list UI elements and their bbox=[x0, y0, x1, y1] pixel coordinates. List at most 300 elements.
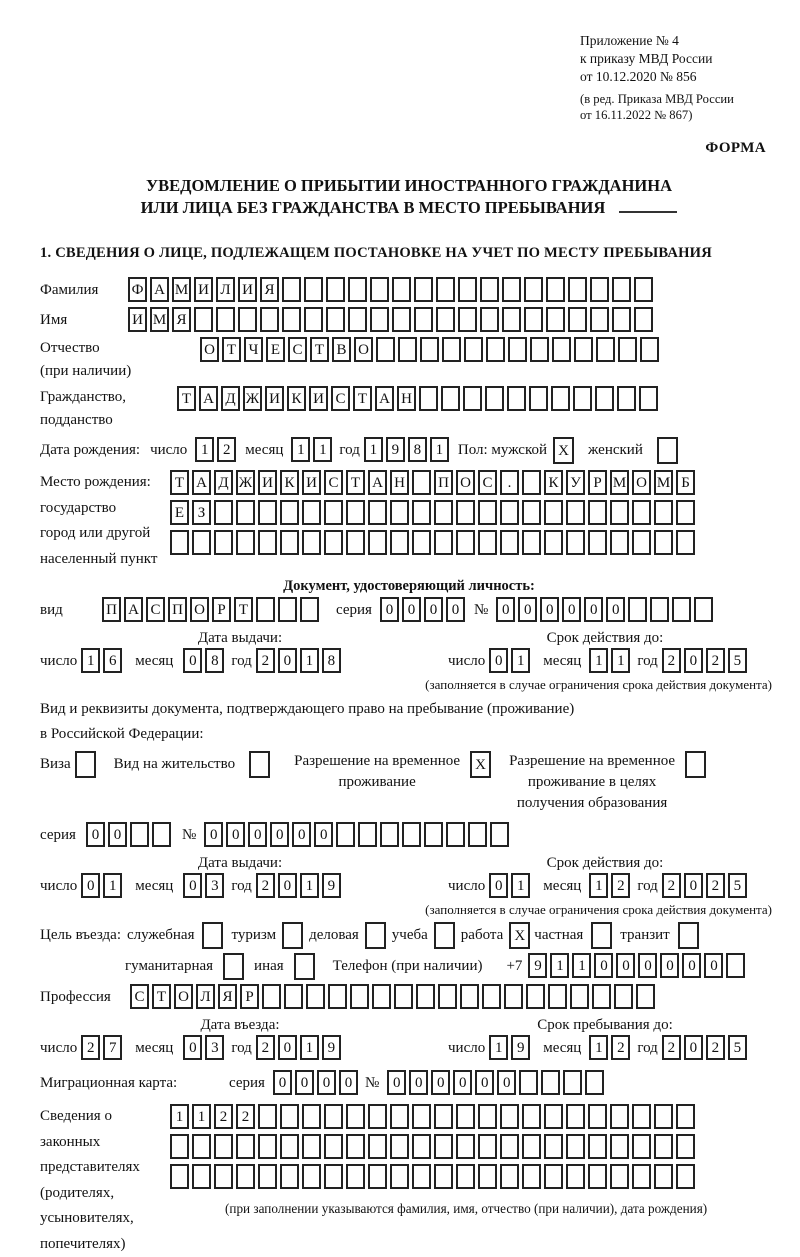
form-cell[interactable]: 2 bbox=[706, 648, 725, 673]
form-cell[interactable] bbox=[504, 984, 523, 1009]
form-cell[interactable]: 1 bbox=[611, 648, 630, 673]
form-cell[interactable] bbox=[456, 500, 475, 525]
form-cell[interactable]: В bbox=[332, 337, 351, 362]
purpose-official-checkbox[interactable] bbox=[202, 922, 223, 949]
form-cell[interactable] bbox=[280, 1164, 299, 1189]
form-cell[interactable] bbox=[650, 597, 669, 622]
form-cell[interactable]: 1 bbox=[300, 873, 319, 898]
form-cell[interactable]: Ж bbox=[236, 470, 255, 495]
form-cell[interactable]: А bbox=[368, 470, 387, 495]
form-cell[interactable]: 1 bbox=[589, 873, 608, 898]
form-cell[interactable] bbox=[306, 984, 325, 1009]
form-cell[interactable] bbox=[304, 307, 323, 332]
form-cell[interactable] bbox=[280, 500, 299, 525]
form-cell[interactable] bbox=[566, 1134, 585, 1159]
form-cell[interactable] bbox=[566, 500, 585, 525]
form-cell[interactable] bbox=[358, 822, 377, 847]
form-cell[interactable]: 0 bbox=[518, 597, 537, 622]
form-cell[interactable]: М bbox=[172, 277, 191, 302]
form-cell[interactable] bbox=[300, 597, 319, 622]
form-cell[interactable]: 0 bbox=[270, 822, 289, 847]
form-cell[interactable]: Н bbox=[397, 386, 416, 411]
purpose-tourism-checkbox[interactable] bbox=[282, 922, 303, 949]
form-cell[interactable]: И bbox=[309, 386, 328, 411]
form-cell[interactable] bbox=[302, 1134, 321, 1159]
form-cell[interactable]: 0 bbox=[204, 822, 223, 847]
form-cell[interactable] bbox=[324, 1104, 343, 1129]
form-cell[interactable] bbox=[610, 1134, 629, 1159]
form-cell[interactable] bbox=[258, 500, 277, 525]
form-cell[interactable] bbox=[170, 1164, 189, 1189]
form-cell[interactable] bbox=[258, 1104, 277, 1129]
form-cell[interactable] bbox=[348, 277, 367, 302]
form-cell[interactable] bbox=[390, 530, 409, 555]
form-cell[interactable]: 0 bbox=[183, 873, 202, 898]
form-cell[interactable] bbox=[368, 500, 387, 525]
form-cell[interactable]: 1 bbox=[170, 1104, 189, 1129]
form-cell[interactable] bbox=[486, 337, 505, 362]
form-cell[interactable]: 0 bbox=[616, 953, 635, 978]
form-cell[interactable] bbox=[541, 1070, 560, 1095]
form-cell[interactable] bbox=[640, 337, 659, 362]
form-cell[interactable]: К bbox=[280, 470, 299, 495]
form-cell[interactable] bbox=[346, 1104, 365, 1129]
form-cell[interactable] bbox=[468, 822, 487, 847]
form-cell[interactable]: 6 bbox=[103, 648, 122, 673]
form-cell[interactable] bbox=[592, 984, 611, 1009]
form-cell[interactable] bbox=[402, 822, 421, 847]
form-cell[interactable] bbox=[590, 277, 609, 302]
form-cell[interactable] bbox=[456, 530, 475, 555]
form-cell[interactable] bbox=[238, 307, 257, 332]
form-cell[interactable] bbox=[524, 307, 543, 332]
form-cell[interactable]: 0 bbox=[660, 953, 679, 978]
form-cell[interactable] bbox=[632, 1134, 651, 1159]
form-cell[interactable]: 1 bbox=[103, 873, 122, 898]
form-cell[interactable] bbox=[522, 500, 541, 525]
form-cell[interactable]: 0 bbox=[183, 1035, 202, 1060]
form-cell[interactable]: 0 bbox=[248, 822, 267, 847]
form-cell[interactable]: 2 bbox=[217, 437, 236, 462]
form-cell[interactable] bbox=[280, 1104, 299, 1129]
form-cell[interactable] bbox=[478, 1104, 497, 1129]
form-cell[interactable]: М bbox=[150, 307, 169, 332]
temp-residence-edu-checkbox[interactable] bbox=[685, 751, 706, 778]
form-cell[interactable]: 1 bbox=[430, 437, 449, 462]
form-cell[interactable] bbox=[170, 530, 189, 555]
form-cell[interactable]: 9 bbox=[386, 437, 405, 462]
form-cell[interactable]: А bbox=[150, 277, 169, 302]
form-cell[interactable]: 8 bbox=[322, 648, 341, 673]
form-cell[interactable]: Б bbox=[676, 470, 695, 495]
form-cell[interactable]: 2 bbox=[706, 873, 725, 898]
form-cell[interactable] bbox=[639, 386, 658, 411]
form-cell[interactable] bbox=[348, 307, 367, 332]
form-cell[interactable]: 0 bbox=[431, 1070, 450, 1095]
form-cell[interactable] bbox=[412, 1134, 431, 1159]
form-cell[interactable] bbox=[588, 1134, 607, 1159]
form-cell[interactable] bbox=[595, 386, 614, 411]
form-cell[interactable]: 2 bbox=[662, 873, 681, 898]
form-cell[interactable]: 3 bbox=[205, 873, 224, 898]
form-cell[interactable]: Я bbox=[218, 984, 237, 1009]
form-cell[interactable] bbox=[380, 822, 399, 847]
form-cell[interactable] bbox=[726, 953, 745, 978]
form-cell[interactable] bbox=[346, 500, 365, 525]
form-cell[interactable]: 2 bbox=[214, 1104, 233, 1129]
form-cell[interactable] bbox=[424, 822, 443, 847]
form-cell[interactable] bbox=[302, 1164, 321, 1189]
form-cell[interactable]: Л bbox=[196, 984, 215, 1009]
form-cell[interactable] bbox=[563, 1070, 582, 1095]
form-cell[interactable] bbox=[304, 277, 323, 302]
form-cell[interactable]: 0 bbox=[108, 822, 127, 847]
form-cell[interactable] bbox=[544, 1104, 563, 1129]
form-cell[interactable] bbox=[372, 984, 391, 1009]
form-cell[interactable] bbox=[522, 1104, 541, 1129]
form-cell[interactable] bbox=[568, 307, 587, 332]
form-cell[interactable]: Р bbox=[240, 984, 259, 1009]
form-cell[interactable] bbox=[588, 1164, 607, 1189]
form-cell[interactable] bbox=[502, 307, 521, 332]
form-cell[interactable] bbox=[412, 1104, 431, 1129]
form-cell[interactable]: 0 bbox=[489, 873, 508, 898]
form-cell[interactable]: 2 bbox=[256, 648, 275, 673]
form-cell[interactable] bbox=[612, 277, 631, 302]
form-cell[interactable] bbox=[478, 1164, 497, 1189]
form-cell[interactable] bbox=[390, 1134, 409, 1159]
form-cell[interactable]: 0 bbox=[278, 873, 297, 898]
form-cell[interactable]: 8 bbox=[205, 648, 224, 673]
form-cell[interactable]: А bbox=[375, 386, 394, 411]
form-cell[interactable] bbox=[500, 1104, 519, 1129]
form-cell[interactable]: 0 bbox=[424, 597, 443, 622]
form-cell[interactable] bbox=[434, 1134, 453, 1159]
form-cell[interactable]: 0 bbox=[81, 873, 100, 898]
form-cell[interactable] bbox=[346, 1134, 365, 1159]
form-cell[interactable]: И bbox=[258, 470, 277, 495]
form-cell[interactable] bbox=[414, 277, 433, 302]
form-cell[interactable] bbox=[434, 500, 453, 525]
form-cell[interactable] bbox=[694, 597, 713, 622]
form-cell[interactable] bbox=[258, 1134, 277, 1159]
form-cell[interactable]: Д bbox=[214, 470, 233, 495]
form-cell[interactable] bbox=[436, 307, 455, 332]
form-cell[interactable]: С bbox=[288, 337, 307, 362]
form-cell[interactable] bbox=[456, 1164, 475, 1189]
form-cell[interactable] bbox=[192, 530, 211, 555]
form-cell[interactable] bbox=[370, 307, 389, 332]
form-cell[interactable] bbox=[336, 822, 355, 847]
form-cell[interactable] bbox=[544, 530, 563, 555]
form-cell[interactable]: 0 bbox=[638, 953, 657, 978]
form-cell[interactable] bbox=[394, 984, 413, 1009]
form-cell[interactable] bbox=[634, 277, 653, 302]
form-cell[interactable] bbox=[412, 530, 431, 555]
residence-permit-checkbox[interactable] bbox=[249, 751, 270, 778]
form-cell[interactable] bbox=[194, 307, 213, 332]
form-cell[interactable]: 2 bbox=[81, 1035, 100, 1060]
form-cell[interactable]: Р bbox=[588, 470, 607, 495]
form-cell[interactable]: У bbox=[566, 470, 585, 495]
form-cell[interactable]: 0 bbox=[295, 1070, 314, 1095]
form-cell[interactable] bbox=[280, 1134, 299, 1159]
form-cell[interactable]: 0 bbox=[704, 953, 723, 978]
form-cell[interactable] bbox=[436, 277, 455, 302]
fill-in-blank-line[interactable] bbox=[619, 199, 677, 213]
form-cell[interactable]: Ч bbox=[244, 337, 263, 362]
form-cell[interactable] bbox=[236, 530, 255, 555]
form-cell[interactable] bbox=[324, 530, 343, 555]
form-cell[interactable] bbox=[676, 1164, 695, 1189]
form-cell[interactable]: 5 bbox=[728, 1035, 747, 1060]
form-cell[interactable] bbox=[258, 530, 277, 555]
form-cell[interactable] bbox=[278, 597, 297, 622]
form-cell[interactable] bbox=[463, 386, 482, 411]
form-cell[interactable]: 0 bbox=[317, 1070, 336, 1095]
form-cell[interactable] bbox=[502, 277, 521, 302]
form-cell[interactable]: И bbox=[238, 277, 257, 302]
form-cell[interactable]: Т bbox=[177, 386, 196, 411]
form-cell[interactable] bbox=[416, 984, 435, 1009]
form-cell[interactable] bbox=[482, 984, 501, 1009]
form-cell[interactable] bbox=[522, 530, 541, 555]
form-cell[interactable] bbox=[442, 337, 461, 362]
form-cell[interactable] bbox=[654, 530, 673, 555]
form-cell[interactable]: С bbox=[331, 386, 350, 411]
form-cell[interactable]: С bbox=[130, 984, 149, 1009]
form-cell[interactable] bbox=[676, 1104, 695, 1129]
form-cell[interactable]: С bbox=[146, 597, 165, 622]
form-cell[interactable] bbox=[460, 984, 479, 1009]
form-cell[interactable] bbox=[170, 1134, 189, 1159]
form-cell[interactable] bbox=[480, 307, 499, 332]
form-cell[interactable] bbox=[544, 1164, 563, 1189]
purpose-transit-checkbox[interactable] bbox=[678, 922, 699, 949]
form-cell[interactable]: М bbox=[610, 470, 629, 495]
form-cell[interactable] bbox=[552, 337, 571, 362]
form-cell[interactable] bbox=[508, 337, 527, 362]
form-cell[interactable] bbox=[654, 500, 673, 525]
form-cell[interactable]: А bbox=[124, 597, 143, 622]
form-cell[interactable] bbox=[530, 337, 549, 362]
form-cell[interactable] bbox=[546, 307, 565, 332]
form-cell[interactable] bbox=[434, 1164, 453, 1189]
form-cell[interactable] bbox=[458, 307, 477, 332]
form-cell[interactable]: 2 bbox=[611, 873, 630, 898]
sex-female-checkbox[interactable] bbox=[657, 437, 678, 464]
form-cell[interactable] bbox=[612, 307, 631, 332]
visa-checkbox[interactable] bbox=[75, 751, 96, 778]
form-cell[interactable] bbox=[302, 530, 321, 555]
form-cell[interactable]: 0 bbox=[497, 1070, 516, 1095]
form-cell[interactable]: Е bbox=[266, 337, 285, 362]
form-cell[interactable] bbox=[414, 307, 433, 332]
form-cell[interactable] bbox=[529, 386, 548, 411]
form-cell[interactable] bbox=[346, 530, 365, 555]
form-cell[interactable] bbox=[326, 307, 345, 332]
form-cell[interactable]: 9 bbox=[528, 953, 547, 978]
form-cell[interactable]: Т bbox=[310, 337, 329, 362]
form-cell[interactable] bbox=[152, 822, 171, 847]
form-cell[interactable]: 0 bbox=[402, 597, 421, 622]
form-cell[interactable] bbox=[634, 307, 653, 332]
form-cell[interactable] bbox=[500, 1134, 519, 1159]
form-cell[interactable]: А bbox=[192, 470, 211, 495]
purpose-private-checkbox[interactable] bbox=[591, 922, 612, 949]
form-cell[interactable] bbox=[617, 386, 636, 411]
form-cell[interactable]: С bbox=[478, 470, 497, 495]
form-cell[interactable] bbox=[256, 597, 275, 622]
form-cell[interactable] bbox=[262, 984, 281, 1009]
form-cell[interactable] bbox=[456, 1134, 475, 1159]
form-cell[interactable] bbox=[546, 277, 565, 302]
purpose-humanitarian-checkbox[interactable] bbox=[223, 953, 244, 980]
form-cell[interactable] bbox=[236, 1164, 255, 1189]
form-cell[interactable] bbox=[526, 984, 545, 1009]
form-cell[interactable]: З bbox=[192, 500, 211, 525]
form-cell[interactable]: 1 bbox=[364, 437, 383, 462]
form-cell[interactable] bbox=[392, 307, 411, 332]
form-cell[interactable]: О bbox=[174, 984, 193, 1009]
form-cell[interactable] bbox=[446, 822, 465, 847]
form-cell[interactable]: 1 bbox=[511, 648, 530, 673]
purpose-study-checkbox[interactable] bbox=[434, 922, 455, 949]
form-cell[interactable]: 1 bbox=[300, 1035, 319, 1060]
form-cell[interactable] bbox=[596, 337, 615, 362]
form-cell[interactable] bbox=[588, 1104, 607, 1129]
form-cell[interactable]: 0 bbox=[489, 648, 508, 673]
form-cell[interactable]: И bbox=[265, 386, 284, 411]
form-cell[interactable] bbox=[676, 500, 695, 525]
form-cell[interactable] bbox=[636, 984, 655, 1009]
form-cell[interactable] bbox=[548, 984, 567, 1009]
form-cell[interactable] bbox=[302, 1104, 321, 1129]
form-cell[interactable] bbox=[326, 277, 345, 302]
form-cell[interactable]: 9 bbox=[322, 1035, 341, 1060]
form-cell[interactable]: Н bbox=[390, 470, 409, 495]
form-cell[interactable] bbox=[434, 1104, 453, 1129]
form-cell[interactable]: 0 bbox=[682, 953, 701, 978]
form-cell[interactable] bbox=[324, 1134, 343, 1159]
form-cell[interactable]: 2 bbox=[236, 1104, 255, 1129]
form-cell[interactable] bbox=[570, 984, 589, 1009]
form-cell[interactable] bbox=[522, 1134, 541, 1159]
form-cell[interactable] bbox=[376, 337, 395, 362]
purpose-business-checkbox[interactable] bbox=[365, 922, 386, 949]
form-cell[interactable] bbox=[192, 1164, 211, 1189]
form-cell[interactable]: 2 bbox=[256, 1035, 275, 1060]
form-cell[interactable] bbox=[368, 1164, 387, 1189]
form-cell[interactable]: О bbox=[354, 337, 373, 362]
form-cell[interactable]: С bbox=[324, 470, 343, 495]
form-cell[interactable]: 0 bbox=[584, 597, 603, 622]
form-cell[interactable] bbox=[544, 500, 563, 525]
form-cell[interactable]: 5 bbox=[728, 648, 747, 673]
form-cell[interactable] bbox=[588, 530, 607, 555]
form-cell[interactable]: Т bbox=[353, 386, 372, 411]
form-cell[interactable] bbox=[522, 470, 541, 495]
form-cell[interactable]: 2 bbox=[662, 648, 681, 673]
form-cell[interactable] bbox=[434, 530, 453, 555]
form-cell[interactable] bbox=[618, 337, 637, 362]
form-cell[interactable] bbox=[588, 500, 607, 525]
form-cell[interactable]: Ф bbox=[128, 277, 147, 302]
form-cell[interactable] bbox=[568, 277, 587, 302]
form-cell[interactable]: 0 bbox=[339, 1070, 358, 1095]
form-cell[interactable]: 1 bbox=[195, 437, 214, 462]
form-cell[interactable]: Р bbox=[212, 597, 231, 622]
form-cell[interactable] bbox=[282, 307, 301, 332]
form-cell[interactable]: . bbox=[500, 470, 519, 495]
form-cell[interactable] bbox=[346, 1164, 365, 1189]
form-cell[interactable] bbox=[441, 386, 460, 411]
form-cell[interactable] bbox=[284, 984, 303, 1009]
form-cell[interactable] bbox=[632, 1164, 651, 1189]
form-cell[interactable] bbox=[632, 500, 651, 525]
form-cell[interactable] bbox=[574, 337, 593, 362]
form-cell[interactable]: О bbox=[632, 470, 651, 495]
form-cell[interactable] bbox=[590, 307, 609, 332]
form-cell[interactable]: П bbox=[102, 597, 121, 622]
form-cell[interactable]: 0 bbox=[86, 822, 105, 847]
form-cell[interactable] bbox=[214, 1164, 233, 1189]
form-cell[interactable]: 0 bbox=[606, 597, 625, 622]
form-cell[interactable]: 5 bbox=[728, 873, 747, 898]
form-cell[interactable]: Т bbox=[152, 984, 171, 1009]
form-cell[interactable] bbox=[236, 1134, 255, 1159]
form-cell[interactable] bbox=[214, 500, 233, 525]
form-cell[interactable]: 1 bbox=[511, 873, 530, 898]
form-cell[interactable]: Т bbox=[234, 597, 253, 622]
form-cell[interactable] bbox=[390, 1164, 409, 1189]
form-cell[interactable] bbox=[236, 500, 255, 525]
form-cell[interactable]: М bbox=[654, 470, 673, 495]
form-cell[interactable]: К bbox=[544, 470, 563, 495]
form-cell[interactable] bbox=[500, 1164, 519, 1189]
purpose-work-checkbox[interactable]: X bbox=[509, 922, 530, 949]
form-cell[interactable]: 1 bbox=[589, 1035, 608, 1060]
form-cell[interactable]: И bbox=[302, 470, 321, 495]
form-cell[interactable]: П bbox=[434, 470, 453, 495]
form-cell[interactable] bbox=[282, 277, 301, 302]
form-cell[interactable] bbox=[632, 1104, 651, 1129]
form-cell[interactable]: А bbox=[199, 386, 218, 411]
form-cell[interactable] bbox=[566, 1164, 585, 1189]
form-cell[interactable] bbox=[324, 500, 343, 525]
form-cell[interactable]: 9 bbox=[322, 873, 341, 898]
form-cell[interactable]: 0 bbox=[380, 597, 399, 622]
form-cell[interactable]: 3 bbox=[205, 1035, 224, 1060]
form-cell[interactable]: 0 bbox=[496, 597, 515, 622]
form-cell[interactable]: Т bbox=[346, 470, 365, 495]
form-cell[interactable]: 0 bbox=[183, 648, 202, 673]
form-cell[interactable] bbox=[420, 337, 439, 362]
form-cell[interactable]: 9 bbox=[511, 1035, 530, 1060]
form-cell[interactable]: 1 bbox=[572, 953, 591, 978]
form-cell[interactable] bbox=[573, 386, 592, 411]
form-cell[interactable] bbox=[458, 277, 477, 302]
form-cell[interactable] bbox=[544, 1134, 563, 1159]
form-cell[interactable]: 8 bbox=[408, 437, 427, 462]
form-cell[interactable]: 1 bbox=[313, 437, 332, 462]
form-cell[interactable] bbox=[478, 1134, 497, 1159]
form-cell[interactable] bbox=[610, 1164, 629, 1189]
form-cell[interactable]: 0 bbox=[278, 1035, 297, 1060]
form-cell[interactable] bbox=[610, 500, 629, 525]
form-cell[interactable] bbox=[610, 1104, 629, 1129]
form-cell[interactable] bbox=[214, 1134, 233, 1159]
